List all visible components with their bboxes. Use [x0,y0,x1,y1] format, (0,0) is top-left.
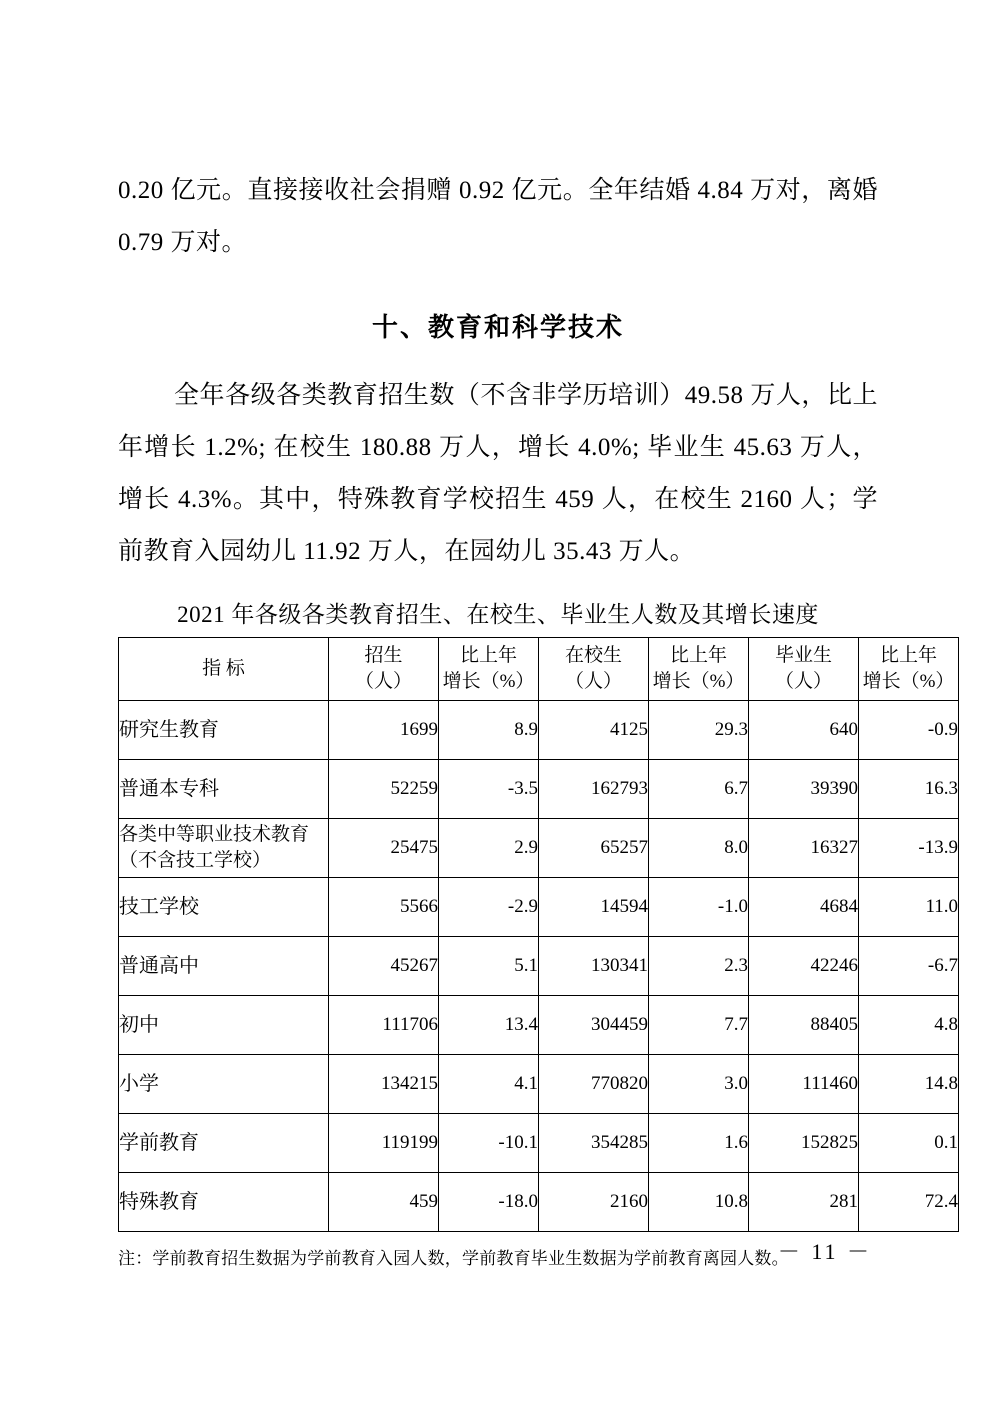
row-indicator [119,819,329,878]
row-indicator [119,701,329,760]
table-row [119,1055,959,1114]
row-indicator [119,1114,329,1173]
table-row [119,1173,959,1232]
row-graduates: 281 [749,1173,859,1232]
row-graduates-growth: 16.3 [859,760,959,819]
row-enroll-growth: 8.9 [439,701,539,760]
row-students-growth: 29.3 [649,701,749,760]
row-indicator-line1: 技工学校 [119,896,199,918]
row-graduates-growth: -13.9 [859,819,959,878]
row-enroll-growth: -10.1 [439,1114,539,1173]
row-graduates-growth: 72.4 [859,1173,959,1232]
row-students-growth: 6.7 [649,760,749,819]
row-indicator-line1: 研究生教育 [119,719,219,741]
column-header-enroll-growth-line2: 增长（%） [442,671,535,692]
row-graduates: 4684 [749,878,859,937]
row-enroll: 119199 [329,1114,439,1173]
row-graduates: 640 [749,701,859,760]
column-header-enroll-growth-line1: 比上年 [459,645,517,666]
column-header-indicator-line1: 指 标 [202,658,245,679]
intro-paragraph: 0.20 亿元。直接接收社会捐赠 0.92 亿元。全年结婚 4.84 万对，离婚 0.79 万对。 [118,177,878,256]
table-row [119,701,959,760]
column-header-students [539,638,649,701]
table-body [119,701,959,1232]
row-graduates-growth: -6.7 [859,937,959,996]
row-enroll: 459 [329,1173,439,1232]
row-indicator [119,937,329,996]
row-graduates: 88405 [749,996,859,1055]
column-header-enroll [329,638,439,701]
row-graduates: 39390 [749,760,859,819]
table-row [119,760,959,819]
table-note: 注：学前教育招生数据为学前教育入园人数，学前教育毕业生数据为学前教育离园人数。 [118,1249,789,1268]
row-enroll-growth: -2.9 [439,878,539,937]
section-heading: 十、教育和科学技术 [371,313,624,342]
column-header-students-growth-line1: 比上年 [669,645,727,666]
row-enroll-growth: 13.4 [439,996,539,1055]
column-header-enroll-growth [439,638,539,701]
column-header-students-growth [649,638,749,701]
row-students-growth: 3.0 [649,1055,749,1114]
row-students: 2160 [539,1173,649,1232]
table-row [119,819,959,878]
column-header-students-growth-line2: 增长（%） [652,671,745,692]
row-enroll: 45267 [329,937,439,996]
row-indicator-line1: 普通本专科 [119,778,219,800]
column-header-students-line2: （人） [564,671,622,692]
row-students-growth: 8.0 [649,819,749,878]
row-indicator-line1: 学前教育 [119,1132,199,1154]
body-paragraph: 全年各级各类教育招生数（不含非学历培训）49.58 万人，比上年增长 1.2%; 在校生 180.88 万人，增长 4.0%; 毕业生 45.63 万人，增长 4.3%。其中，特殊教育学校招生 459 人，在校生 2160 人；学前教育入园幼儿 11.92 万人，在园幼儿 35.43 万人。 [118,382,878,565]
row-enroll: 25475 [329,819,439,878]
row-graduates-growth: 11.0 [859,878,959,937]
row-indicator-line1: 各类中等职业技术教育 [119,824,310,845]
row-enroll: 1699 [329,701,439,760]
row-indicator [119,1173,329,1232]
page-number: － 11 － [777,1239,872,1264]
row-students: 354285 [539,1114,649,1173]
row-students: 14594 [539,878,649,937]
row-graduates: 16327 [749,819,859,878]
row-students: 130341 [539,937,649,996]
column-header-graduates-line2: （人） [774,671,832,692]
row-indicator-line1: 普通高中 [119,955,199,977]
row-enroll-growth: -3.5 [439,760,539,819]
education-statistics-table [118,637,959,1232]
table-row [119,878,959,937]
column-header-graduates-line1: 毕业生 [774,645,832,666]
row-enroll-growth: 4.1 [439,1055,539,1114]
row-enroll: 134215 [329,1055,439,1114]
row-students-growth: 7.7 [649,996,749,1055]
column-header-indicator [119,638,329,701]
row-indicator [119,1055,329,1114]
column-header-graduates-growth-line1: 比上年 [879,645,937,666]
row-students: 304459 [539,996,649,1055]
row-students: 65257 [539,819,649,878]
column-header-students-line1: 在校生 [564,645,622,666]
table-row [119,996,959,1055]
row-indicator [119,878,329,937]
column-header-enroll-line2: （人） [354,671,412,692]
row-graduates: 111460 [749,1055,859,1114]
column-header-graduates [749,638,859,701]
row-graduates-growth: 14.8 [859,1055,959,1114]
row-graduates-growth: 0.1 [859,1114,959,1173]
table-header [119,638,959,701]
column-header-graduates-growth-line2: 增长（%） [862,671,955,692]
row-indicator [119,996,329,1055]
row-graduates: 42246 [749,937,859,996]
row-indicator-line1: 初中 [119,1014,159,1036]
row-students-growth: -1.0 [649,878,749,937]
row-enroll: 111706 [329,996,439,1055]
table-row [119,937,959,996]
table-caption: 2021 年各级各类教育招生、在校生、毕业生人数及其增长速度 [177,602,819,627]
row-indicator-line1: 小学 [119,1073,159,1095]
row-graduates-growth: -0.9 [859,701,959,760]
row-indicator-line1: 特殊教育 [119,1191,199,1213]
row-students: 770820 [539,1055,649,1114]
row-graduates: 152825 [749,1114,859,1173]
row-enroll-growth: -18.0 [439,1173,539,1232]
table-row [119,1114,959,1173]
page-content [118,165,958,1272]
row-enroll-growth: 2.9 [439,819,539,878]
column-header-enroll-line1: 招生 [364,645,403,666]
row-indicator-line2: （不含技工学校） [119,850,272,871]
row-students-growth: 10.8 [649,1173,749,1232]
table-header-row [119,638,959,701]
row-enroll-growth: 5.1 [439,937,539,996]
row-students-growth: 2.3 [649,937,749,996]
row-enroll: 5566 [329,878,439,937]
row-students-growth: 1.6 [649,1114,749,1173]
row-students: 162793 [539,760,649,819]
row-indicator [119,760,329,819]
row-students: 4125 [539,701,649,760]
column-header-graduates-growth [859,638,959,701]
row-enroll: 52259 [329,760,439,819]
row-graduates-growth: 4.8 [859,996,959,1055]
